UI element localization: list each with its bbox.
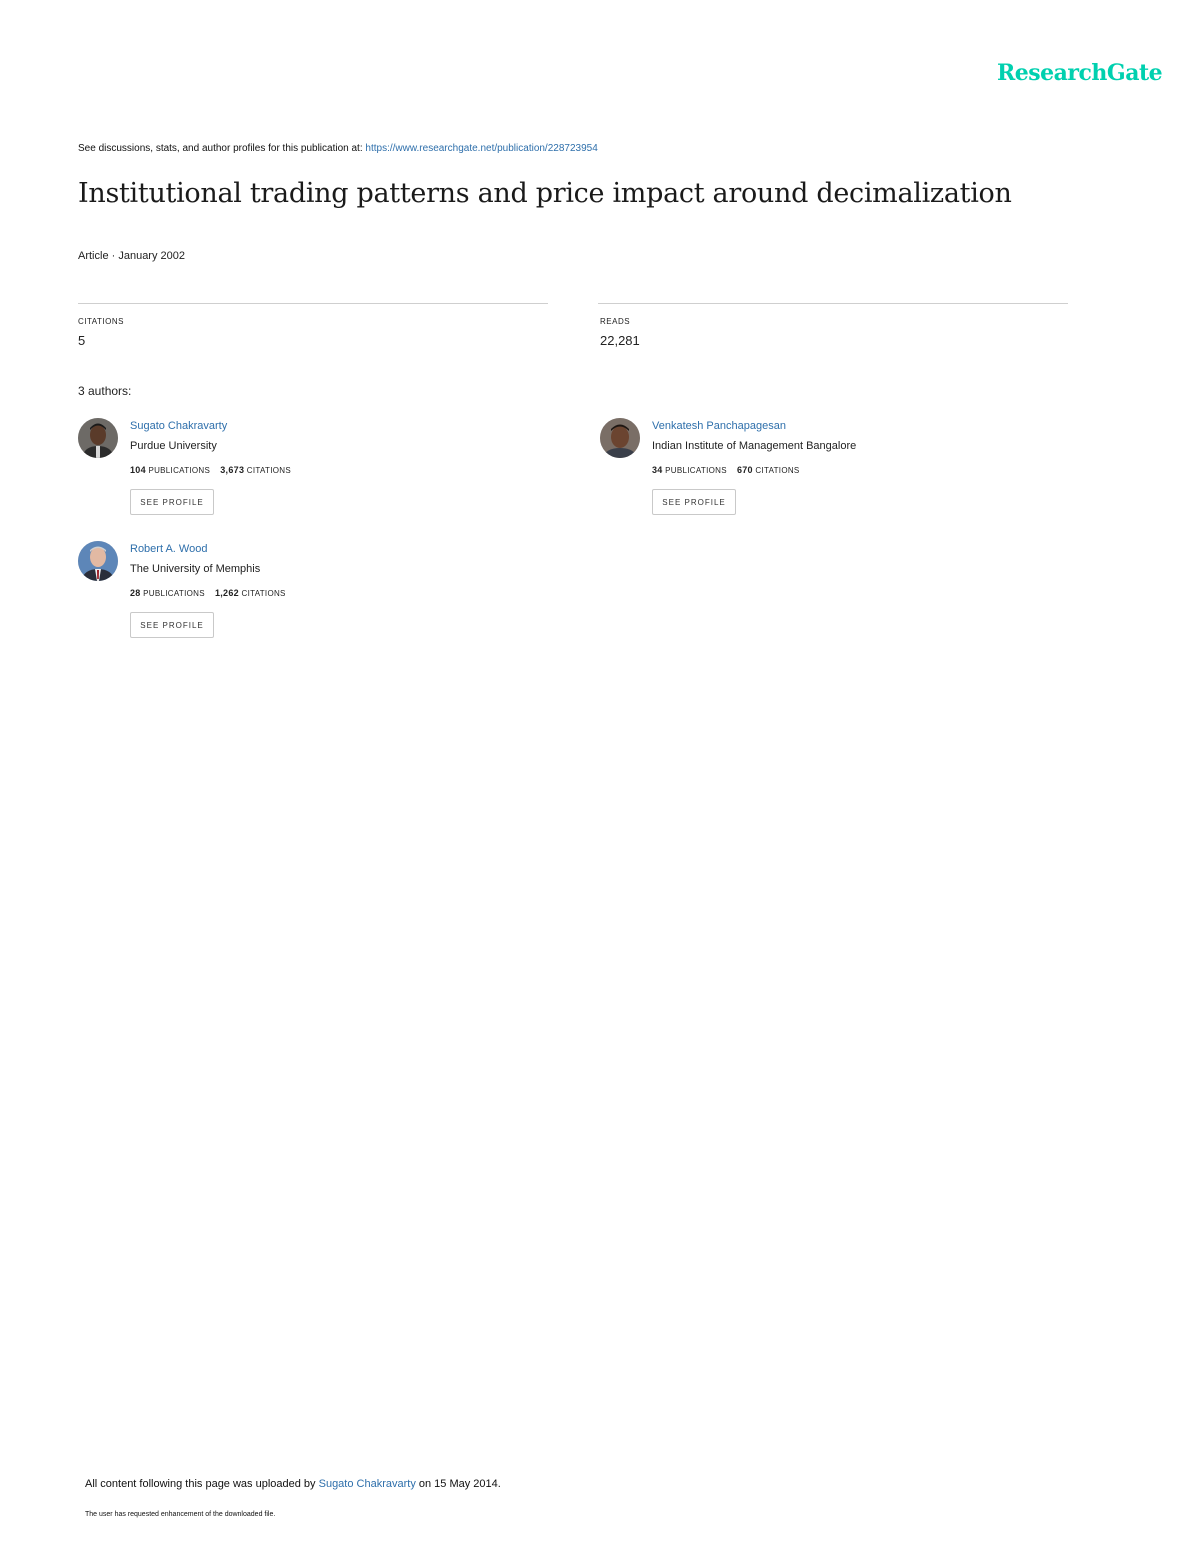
- author-institution: Indian Institute of Management Bangalore: [652, 440, 857, 452]
- citations-count: 1,262: [214, 588, 239, 598]
- reads-label: READS: [600, 317, 631, 326]
- citations-count: 670: [736, 465, 753, 475]
- publications-label: PUBLICATIONS: [148, 466, 211, 475]
- article-meta: Article · January 2002: [78, 250, 185, 262]
- author-name-link[interactable]: Venkatesh Panchapagesan: [652, 420, 786, 432]
- author-avatar[interactable]: [600, 418, 640, 458]
- upload-note-suffix: on 15 May 2014.: [418, 1478, 501, 1490]
- enhancement-note: The user has requested enhancement of the downloaded file.: [85, 1511, 276, 1518]
- avatar-photo-icon: [78, 418, 118, 458]
- publication-link[interactable]: https://www.researchgate.net/publication/228723954: [365, 143, 598, 154]
- author-name-link[interactable]: Robert A. Wood: [130, 543, 208, 555]
- page-title: Institutional trading patterns and price impact around decimalization: [78, 178, 1012, 209]
- author-card: [600, 418, 1060, 528]
- author-name-link[interactable]: Sugato Chakravarty: [130, 420, 228, 432]
- uploader-link[interactable]: Sugato Chakravarty: [318, 1478, 416, 1490]
- see-profile-button[interactable]: SEE PROFILE: [652, 489, 736, 515]
- author-stats: [130, 465, 291, 475]
- see-profile-button[interactable]: SEE PROFILE: [130, 612, 214, 638]
- avatar-photo-icon: [78, 541, 118, 581]
- author-avatar[interactable]: [78, 418, 118, 458]
- avatar-photo-icon: [600, 418, 640, 458]
- authors-count: 3 authors:: [78, 384, 132, 398]
- citations-label: CITATIONS: [755, 466, 800, 475]
- author-institution: Purdue University: [130, 440, 217, 452]
- publications-count: 34: [652, 465, 663, 475]
- divider-left: [78, 303, 548, 304]
- upload-note: [85, 1478, 501, 1490]
- citations-count: 3,673: [220, 465, 245, 475]
- publications-label: PUBLICATIONS: [665, 466, 727, 475]
- publications-count: 28: [130, 588, 141, 598]
- upload-note-prefix: All content following this page was uploaded by: [85, 1478, 316, 1490]
- author-institution: The University of Memphis: [130, 563, 261, 575]
- publications-count: 104: [130, 465, 146, 475]
- divider-right: [598, 303, 1068, 304]
- see-discussions-text: See discussions, stats, and author profiles for this publication at:: [78, 143, 363, 154]
- see-discussions-line: [78, 143, 598, 154]
- citations-label: CITATIONS: [241, 589, 286, 598]
- reads-value: 22,281: [600, 333, 640, 348]
- author-avatar[interactable]: [78, 541, 118, 581]
- author-stats: [652, 465, 800, 475]
- citations-label: CITATIONS: [246, 466, 291, 475]
- author-stats: [130, 588, 286, 598]
- author-card: [78, 418, 538, 528]
- publications-label: PUBLICATIONS: [143, 589, 205, 598]
- author-card: [78, 541, 538, 651]
- citations-label: CITATIONS: [78, 317, 124, 326]
- researchgate-logo[interactable]: ResearchGate: [997, 60, 1163, 86]
- see-profile-button[interactable]: SEE PROFILE: [130, 489, 214, 515]
- citations-value: 5: [78, 333, 86, 348]
